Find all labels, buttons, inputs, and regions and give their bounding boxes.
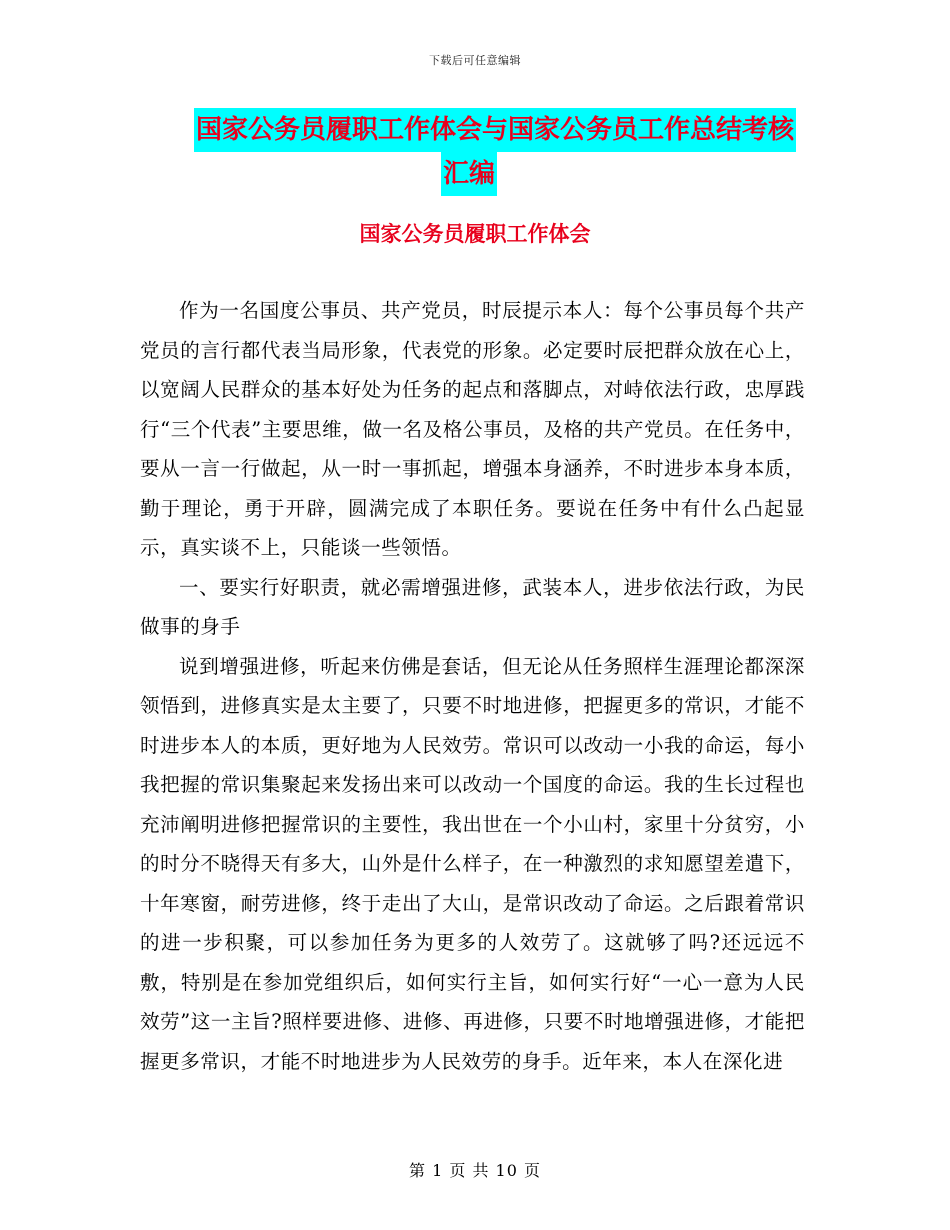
paragraph-intro: 作为一名国度公事员、共产党员，时辰提示本人：每个公事员每个共产党员的言行都代表当局形象，代表党的形象。必定要时辰把群众放在心上，以宽阔人民群众的基本好处为任务的起点和落脚点，对峙依法行政，忠厚践行“三个代表”主要思维，做一名及格公事员，及格的共产党员。在任务中，要从一言一行做起，从一时一事抓起，增强本身涵养，不时进步本身本质，勤于理论，勇于开辟，圆满完成了本职任务。要说在任务中有什么凸起显示，真实谈不上，只能谈一些领悟。 bbox=[140, 299, 805, 559]
section-title: 国家公务员履职工作体会 bbox=[359, 222, 591, 246]
document-body bbox=[140, 291, 805, 1081]
paragraph-heading-one: 一、要实行好职责，就必需增强进修，武装本人，进步依法行政，为民做事的身手 bbox=[140, 575, 805, 638]
document-title bbox=[0, 108, 950, 196]
document-title-line2: 汇编 bbox=[441, 152, 497, 196]
page-header-note: 下载后可任意编辑 bbox=[429, 54, 521, 67]
paragraph-study: 说到增强进修，听起来仿佛是套话，但无论从任务照样生涯理论都深深领悟到，进修真实是太主要了，只要不时地进修，把握更多的常识，才能不时进步本人的本质，更好地为人民效劳。常识可以改动一小我的命运，每小我把握的常识集聚起来发扬出来可以改动一个国度的命运。我的生长过程也充沛阐明进修把握常识的主要性，我出世在一个小山村，家里十分贫穷，小的时分不晓得天有多大，山外是什么样子，在一种激烈的求知愿望差遣下，十年寒窗，耐劳进修，终于走出了大山，是常识改动了命运。之后跟着常识的进一步积聚，可以参加任务为更多的人效劳了。这就够了吗?还远远不敷，特别是在参加党组织后，如何实行主旨，如何实行好“一心一意为人民效劳”这一主旨?照样要进修、进修、再进修，只要不时地增强进修，才能把握更多常识，才能不时地进步为人民效劳的身手。近年来，本人在深化进 bbox=[140, 654, 805, 1073]
page-number-footer: 第 1 页 共 10 页 bbox=[409, 1161, 541, 1180]
document-title-line1: 国家公务员履职工作体会与国家公务员工作总结考核 bbox=[194, 108, 796, 152]
